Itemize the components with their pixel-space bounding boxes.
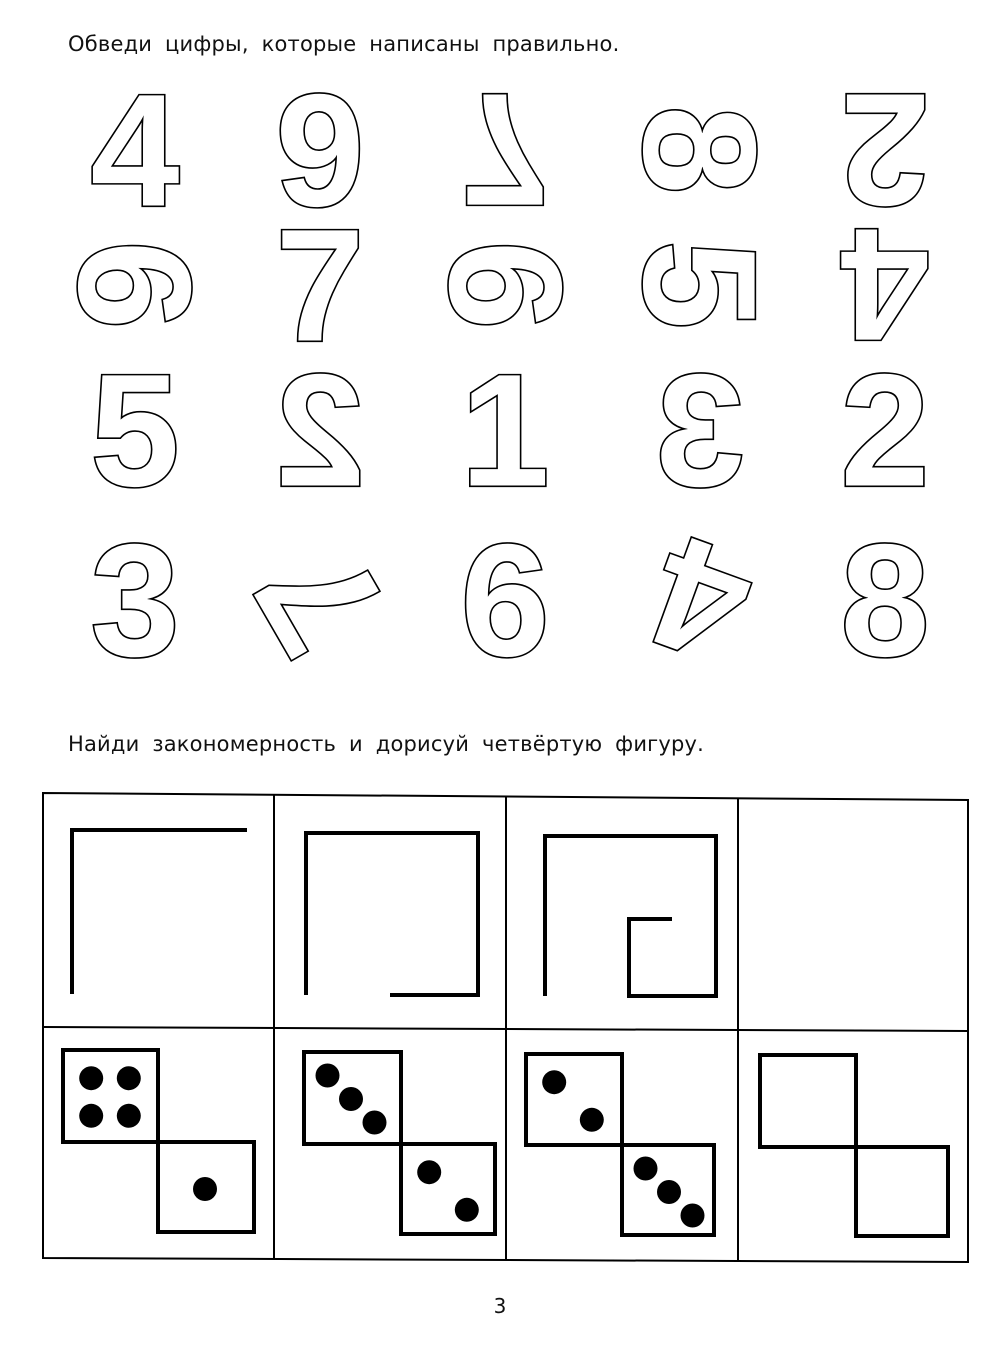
digit-1[interactable]: 1 — [460, 340, 550, 520]
dice-pip — [339, 1087, 363, 1111]
spiral-figure-4-empty[interactable] — [750, 810, 955, 1015]
dice-pip — [117, 1104, 141, 1128]
dice-pip — [363, 1111, 387, 1135]
digit-3[interactable]: 3 — [90, 510, 180, 690]
digit-2[interactable]: 2 — [840, 340, 930, 520]
dice-pip — [193, 1177, 217, 1201]
task1-instruction: Обведи цифры, которые написаны правильно. — [68, 32, 620, 56]
dice-figure-4-empty[interactable] — [760, 1055, 948, 1236]
digit-6[interactable]: 6 — [45, 240, 225, 330]
dice-pip — [455, 1198, 479, 1222]
digit-7[interactable]: 7 — [220, 516, 420, 684]
digit-3[interactable]: 3 — [655, 340, 745, 520]
digit-8[interactable]: 8 — [610, 105, 790, 195]
dice-pip — [657, 1180, 681, 1204]
digit-5[interactable]: 5 — [90, 340, 180, 520]
digit-7[interactable]: 7 — [275, 195, 365, 375]
digit-9[interactable]: 9 — [415, 240, 595, 330]
dice-pip — [542, 1070, 566, 1094]
dice-pip — [634, 1157, 658, 1181]
digit-9[interactable]: 9 — [275, 60, 365, 240]
dice-pip — [316, 1064, 340, 1088]
digit-4[interactable]: 4 — [90, 60, 180, 240]
digit-5[interactable]: 5 — [610, 240, 790, 330]
digit-4[interactable]: 4 — [840, 195, 930, 375]
spiral-figure-1 — [72, 830, 245, 992]
digit-4[interactable]: 4 — [627, 500, 773, 700]
digit-7[interactable]: 7 — [460, 60, 550, 240]
dice-pip — [417, 1160, 441, 1184]
digit-6[interactable]: 6 — [460, 510, 550, 690]
dice-pip — [79, 1066, 103, 1090]
task2-instruction: Найди закономерность и дорисуй четвёртую фигуру. — [68, 732, 705, 756]
digit-8[interactable]: 8 — [840, 510, 930, 690]
digit-2[interactable]: 2 — [840, 60, 930, 240]
dice-pip — [681, 1204, 705, 1228]
dice-pip — [117, 1066, 141, 1090]
dice-pip — [580, 1108, 604, 1132]
page-number: 3 — [493, 1294, 507, 1318]
spiral-figure-3 — [545, 836, 716, 996]
spiral-figure-2 — [306, 833, 478, 995]
digit-2[interactable]: 2 — [275, 340, 365, 520]
dice-pip — [79, 1104, 103, 1128]
